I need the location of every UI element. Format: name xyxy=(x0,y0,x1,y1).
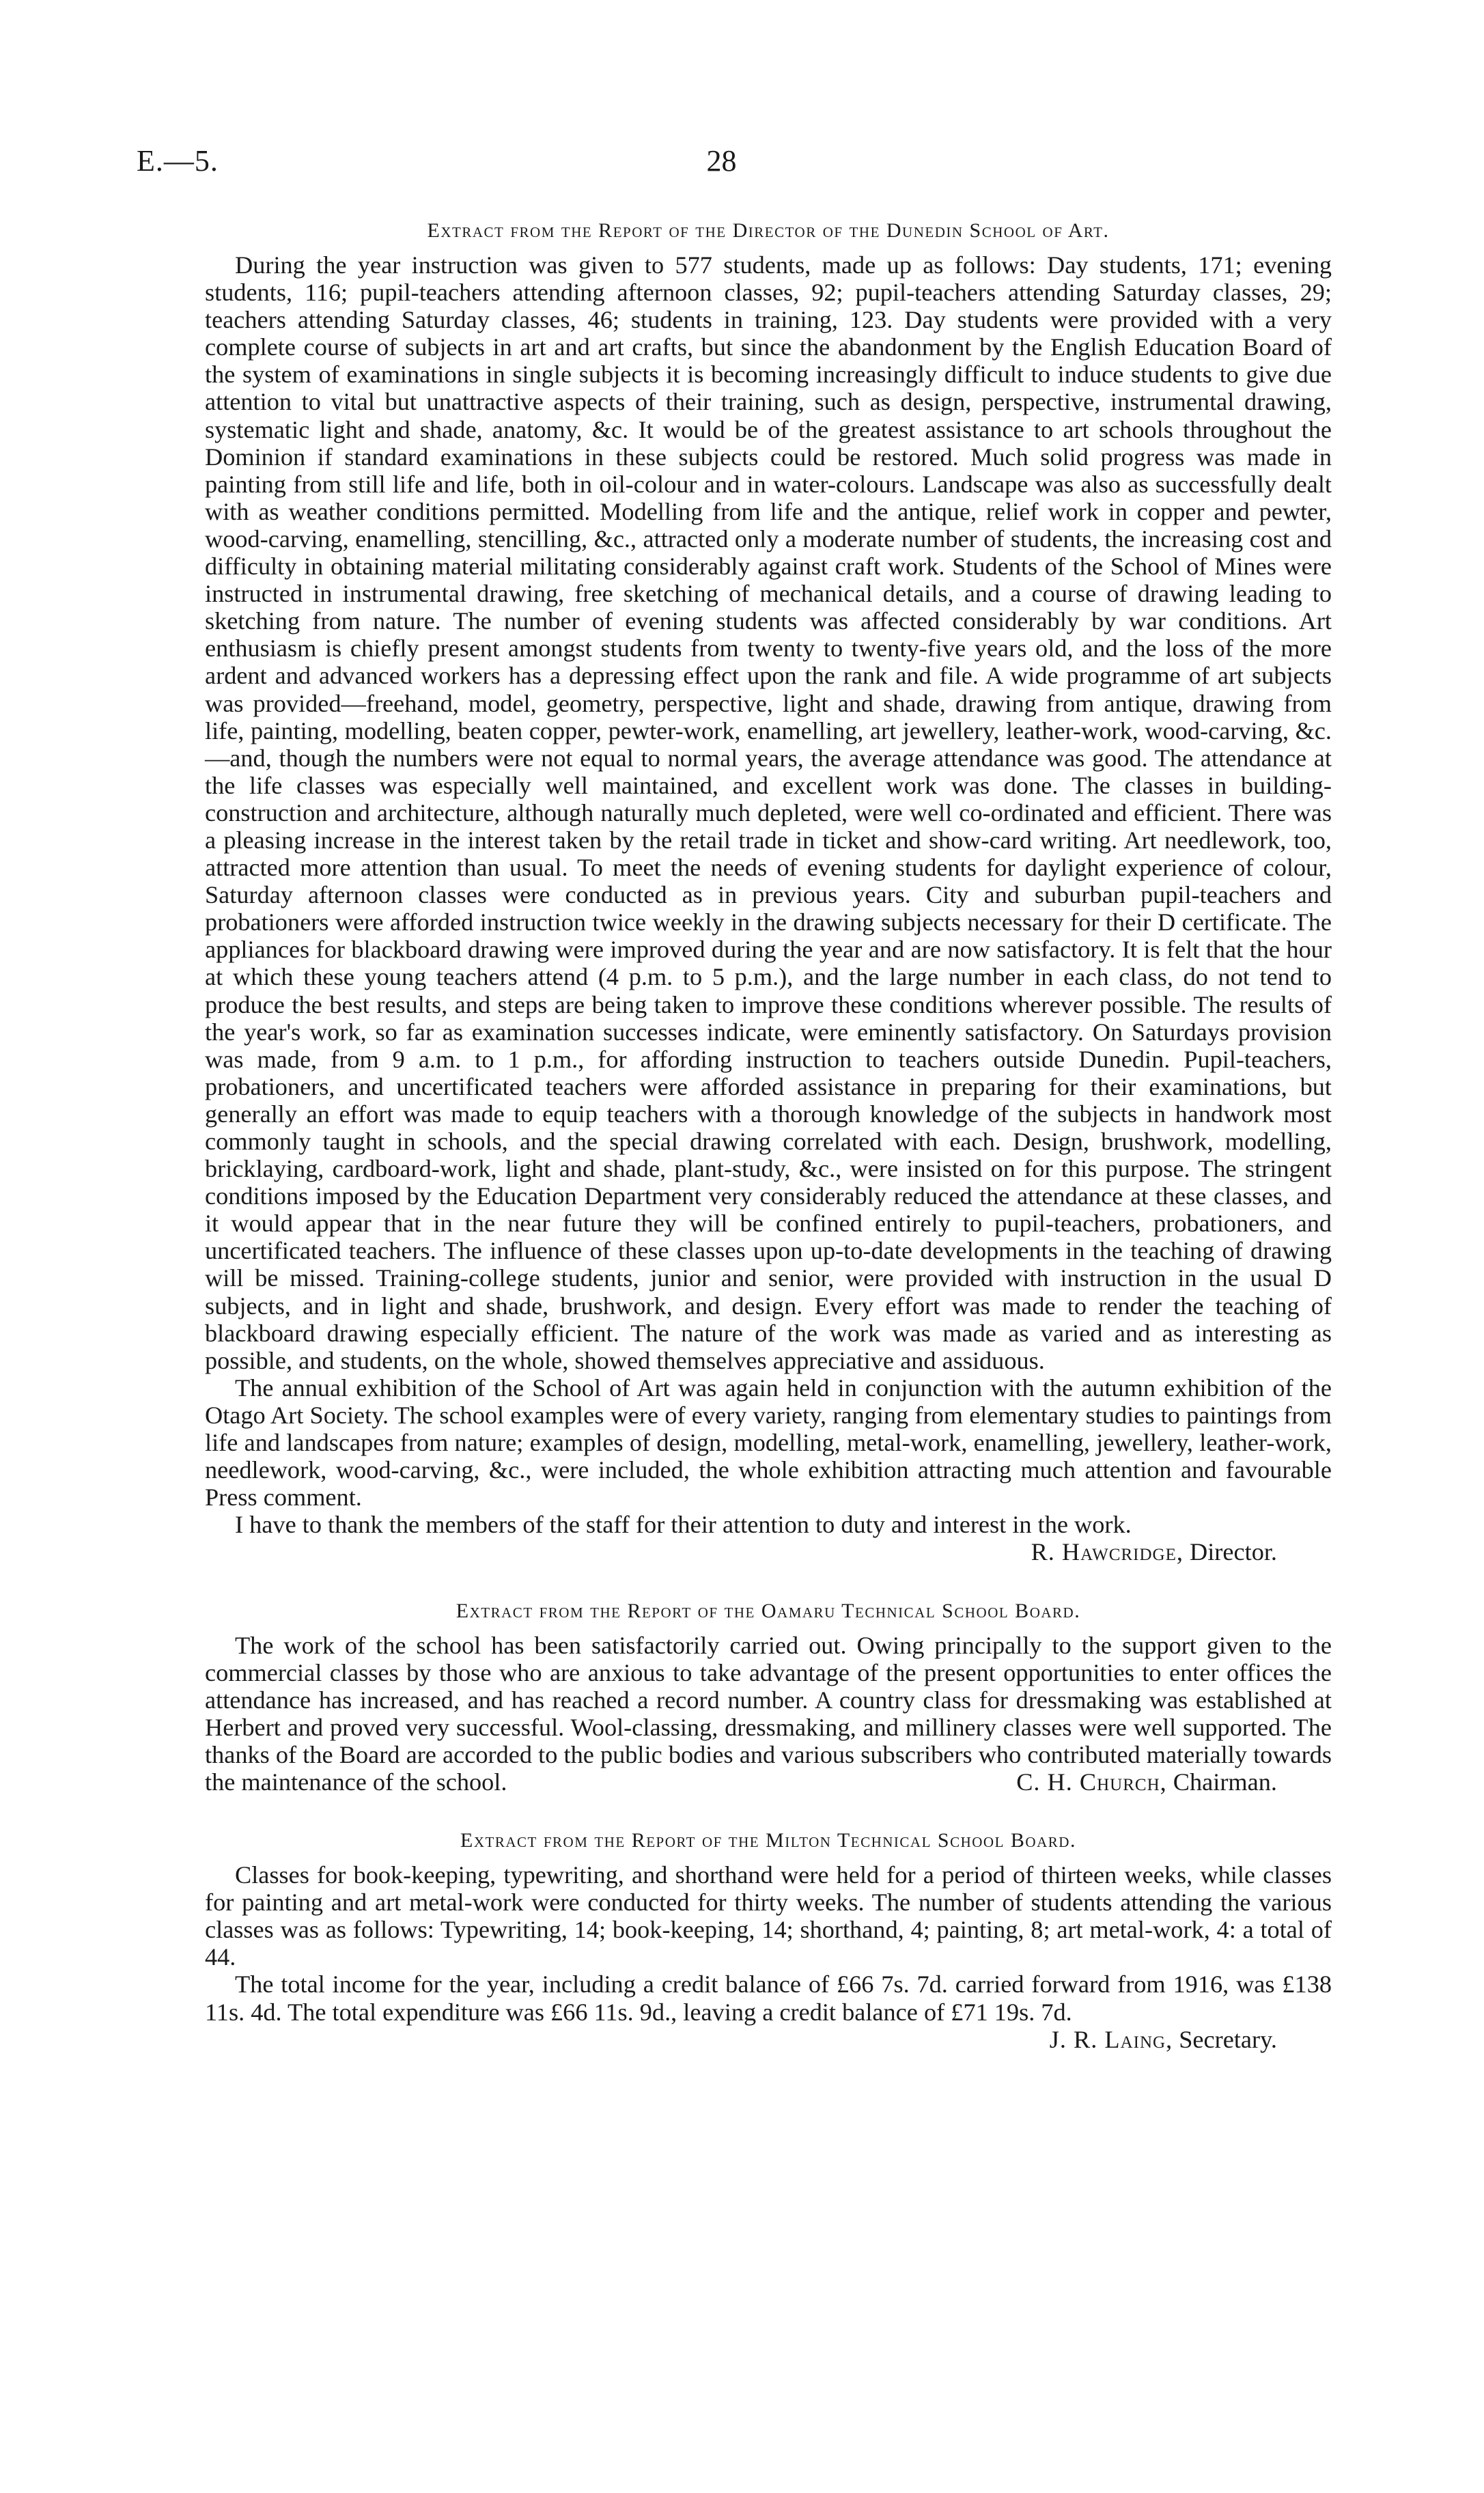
paragraph-text: The total income for the year, including a credit balance of £66 7s. 7d. carried forward from 1916, was £138 11s. 4d. The total expenditure was £66 11s. 9d., leaving a credit balance of £71 19s. 7d. xyxy=(205,1970,1332,2026)
paragraph: During the year instruction was given to 577 students, made up as follows: Day students, 171; evening students, 116; pupil-teachers attending afternoon classes, 92; pupil-teachers attending Saturday classes, 29; teachers attending Saturday classes, 46; students in training, 123. Day students were provided with a very complete course of subjects in art and art crafts, but since the abandonment by the English Education Board of the system of examinations in single subjects it is becoming increasingly difficult to induce students to give due attention to vital but unattractive aspects of their training, such as design, perspective, instrumental drawing, systematic light and shade, anatomy, &c. It would be of the greatest assistance to art schools throughout the Dominion if standard examinations in these subjects could be restored. Much solid progress was made in painting from still life and life, both in oil-colour and in water-colours. Landscape was also as successfully dealt with as weather conditions permitted. Modelling from life and the antique, relief work in copper and pewter, wood-carving, enamelling, stencilling, &c., attracted only a moderate number of students, the increasing cost and difficulty in obtaining material militating considerably against craft work. Students of the School of Mines were instructed in instrumental drawing, free sketching of mechanical details, and a course of drawing leading to sketching from nature. The number of evening students was affected considerably by war conditions. Art enthusiasm is chiefly present amongst students from twenty to twenty-five years old, and the loss of the more ardent and advanced workers has a depressing effect upon the rank and file. A wide programme of art subjects was provided—freehand, model, geometry, perspective, light and shade, drawing from antique, drawing from life, painting, modelling, beaten copper, pewter-work, enamelling, art jewellery, leather-work, wood-carving, &c.—and, though the numbers were not equal to normal years, the average attendance was good. The attendance at the life classes was especially well maintained, and excellent work was done. The classes in building-construction and architecture, although naturally much depleted, were well co-ordinated and efficient. There was a pleasing increase in the interest taken by the retail trade in ticket and show-card writing. Art needlework, too, attracted more attention than usual. To meet the needs of evening students for daylight experience of colour, Saturday afternoon classes were conducted as in previous years. City and suburban pupil-teachers and probationers were afforded instruction twice weekly in the drawing subjects necessary for their D certificate. The appliances for blackboard drawing were improved during the year and are now satisfactory. It is felt that the hour at which these young teachers attend (4 p.m. to 5 p.m.), and the large number in each class, do not tend to produce the best results, and steps are being taken to improve these conditions wherever possible. The results of the year's work, so far as examination successes indicate, were eminently satisfactory. On Saturdays provision was made, from 9 a.m. to 1 p.m., for affording instruction to teachers outside Dunedin. Pupil-teachers, probationers, and uncertificated teachers were afforded assistance in preparing for their examinations, but generally an effort was made to equip teachers with a thorough knowledge of the subjects in handwork most commonly taught in schools, and the special drawing correlated with each. Design, brushwork, modelling, bricklaying, cardboard-work, light and shade, plant-study, &c., were insisted on for this purpose. The stringent conditions imposed by the Education Department very considerably reduced the attendance at these classes, and it would appear that in the near future they will be confined entirely to pupil-teachers, probationers, and uncertificated teachers. The influence of these classes upon up-to-date developments in the teaching of drawing will be missed. Training-college students, junior and senior, were provided with instruction in the usual D subjects, and in light and shade, brushwork, and design. Every effort was made to render the teaching of blackboard drawing especially efficient. The nature of the work was made as varied and as interesting as possible, and students, on the whole, showed themselves appreciative and assiduous. xyxy=(205,251,1332,1374)
paragraph: The annual exhibition of the School of Art was again held in conjunction with the autumn exhibition of the Otago Art Society. The school examples were of every variety, ranging from elementary studies to paintings from life and landscapes from nature; examples of design, modelling, metal-work, enamelling, jewellery, leather-work, needlework, wood-carving, &c., were included, the whole exhibition attracting much attention and favourable Press comment. xyxy=(205,1374,1332,1512)
page-number: 28 xyxy=(706,144,737,178)
signatory-title: Director. xyxy=(1190,1538,1277,1566)
signature xyxy=(986,1768,1332,1796)
paragraph: I have to thank the members of the staff for their attention to duty and interest in the work. xyxy=(235,1511,1132,1539)
signatory-title: Chairman. xyxy=(1173,1768,1277,1796)
signatory-name: J. R. Laing, xyxy=(1049,2025,1173,2053)
paragraph-text: The work of the school has been satisfactorily carried out. Owing principally to the support given to the commercial classes by those who are anxious to take advantage of the present opportunities to enter offices the attendance has increased, and has reached a record number. A country class for dressmaking was established at Herbert and proved very successful. Wool-classing, dressmaking, and millinery classes were well supported. The thanks of the Board are accorded to the public bodies and various subscribers who contributed materially towards the maintenance of the school. xyxy=(205,1631,1332,1796)
paragraph: Classes for book-keeping, typewriting, and shorthand were held for a period of thirteen weeks, while classes for painting and art metal-work were conducted for thirty weeks. The number of students attending the various classes was as follows: Typewriting, 14; book-keeping, 14; shorthand, 4; painting, 8; art metal-work, 4: a total of 44. xyxy=(205,1861,1332,1971)
page-content xyxy=(205,217,1332,2053)
signatory-name: C. H. Church, xyxy=(1016,1768,1167,1796)
section-title: Extract from the Report of the Director of the Dunedin School of Art. xyxy=(427,219,1110,242)
signatory-title: Secretary. xyxy=(1179,2025,1277,2053)
signature xyxy=(1020,2026,1332,2053)
paragraph xyxy=(205,1970,1332,2052)
signature xyxy=(205,1538,1332,1565)
section-oamaru-technical-school xyxy=(205,1598,1332,1796)
section-title: Extract from the Report of the Milton Technical School Board. xyxy=(460,1829,1076,1852)
section-title: Extract from the Report of the Oamaru Technical School Board. xyxy=(456,1599,1081,1622)
section-dunedin-school-of-art xyxy=(205,217,1332,1566)
paragraph xyxy=(205,1632,1332,1796)
document-reference: E.—5. xyxy=(137,144,219,178)
signatory-name: R. Hawcridge, xyxy=(1031,1538,1184,1566)
section-milton-technical-school xyxy=(205,1827,1332,2053)
page-header xyxy=(137,143,1347,198)
